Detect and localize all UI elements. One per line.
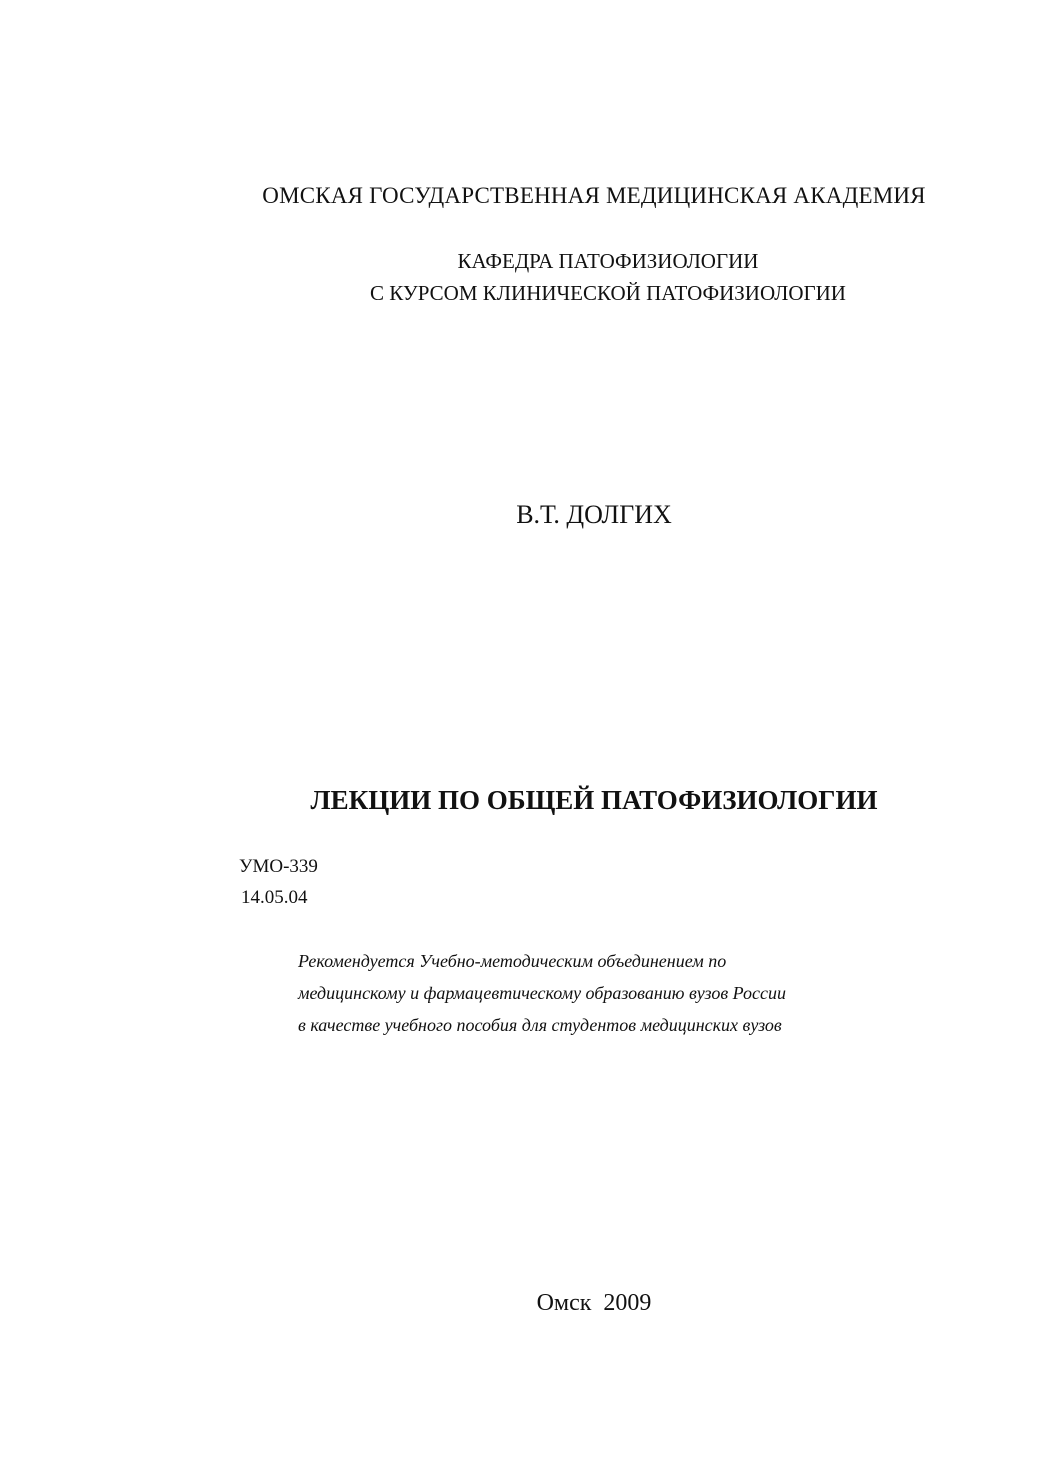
approval-date: 14.05.04 [241,887,308,908]
author-name: В.Т. ДОЛГИХ [516,500,672,529]
document-title: ЛЕКЦИИ ПО ОБЩЕЙ ПАТОФИЗИОЛОГИИ [310,785,878,815]
approval-code: УМО-339 [239,856,318,877]
institution-name: ОМСКАЯ ГОСУДАРСТВЕННАЯ МЕДИЦИНСКАЯ АКАДЕМИЯ [262,183,926,208]
department-name-line-2: С КУРСОМ КЛИНИЧЕСКОЙ ПАТОФИЗИОЛОГИИ [370,281,846,305]
recommendation-line-2: медицинскому и фармацевтическому образованию вузов России [298,983,786,1003]
department-name-line-1: КАФЕДРА ПАТОФИЗИОЛОГИИ [457,249,759,273]
recommendation-line-3: в качестве учебного пособия для студентов медицинских вузов [298,1015,782,1035]
recommendation-line-1: Рекомендуется Учебно-методическим объединением по [298,951,727,971]
place-and-year: Омск 2009 [536,1290,652,1316]
